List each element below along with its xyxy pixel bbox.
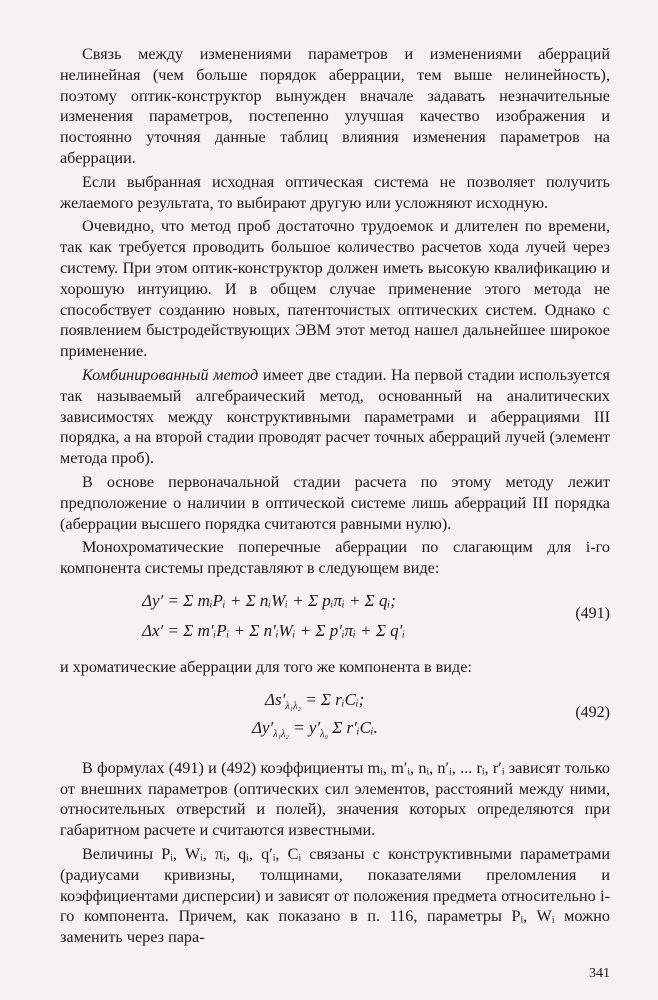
equation-491-line-2: Δx′ = Σ m′ᵢPᵢ + Σ n′ᵢWᵢ + Σ p′ᵢπᵢ + Σ q′ᵢ xyxy=(142,620,406,640)
combined-method-text: имеет две стадии. На первой стадии используется так называемый алгебраический метод, основанный на аналитических зависимостях между конструктивными параметрами и аберрациями III порядка, а на второй стадии проводят расчет точных аберраций лучей (элемент метода проб). xyxy=(60,365,610,468)
equation-491-line-1: Δy′ = Σ mᵢPᵢ + Σ nᵢWᵢ + Σ pᵢπᵢ + Σ qᵢ; xyxy=(142,590,396,610)
equation-492-line-1: $\Delta s'_{\lambda_1\lambda_2} = \Sigma$ rᵢCᵢ; xyxy=(265,689,365,712)
page-number: 341 xyxy=(589,966,610,981)
paragraph-choose-other-system: Если выбранная исходная оптическая система не позволяет получить желаемого результата, то выбирают другую или усложняют исходную. xyxy=(60,172,610,212)
equation-492-number: (492) xyxy=(575,703,610,721)
paragraph-coefficients: В формулах (491) и (492) коэффициенты mᵢ, m′ᵢ, nᵢ, n′ᵢ, ... rᵢ, r′ᵢ зависят только от внешних параметров (оптических сил элементов, расстояний между ними, относительных отверстий и полей), значения которых определяются при габаритном расчете и считаются известными. xyxy=(60,758,610,840)
paragraph-quantities: Величины Pᵢ, Wᵢ, πᵢ, qᵢ, q′ᵢ, Cᵢ связаны с конструктивными параметрами (радиусами кривизны, толщинами, показателями преломления и коэффициентами дисперсии) и зависят от положения предмета относительно i-го компонента. Причем, как показано в п. 116, параметры Pᵢ, Wᵢ можно заменить через пара- xyxy=(60,844,610,947)
paragraph-combined-method xyxy=(60,365,610,469)
equation-492-line-2: $\Delta y'_{\lambda_1\lambda_2} = y'_{\lambda_0}$ Σ r′ᵢCᵢ. xyxy=(252,717,378,740)
paragraph-first-stage: В основе первоначальной стадии расчета по этому методу лежит предположение о наличии в оптической системе лишь аберраций III порядка (аберрации высшего порядка считаются равными нулю). xyxy=(60,472,610,533)
combined-method-term: Комбинированный метод xyxy=(82,365,259,384)
equation-491 xyxy=(60,587,610,651)
page-body xyxy=(60,44,610,948)
paragraph-chromatic-intro: и хроматические аберрации для того же компонента в виде: xyxy=(60,657,472,676)
paragraph-monochromatic: Монохроматические поперечные аберрации по слагающим для i-го компонента системы представляют в следующем виде: xyxy=(60,538,610,578)
equation-491-number: (491) xyxy=(575,604,610,622)
paragraph-aberration-nonlinearity: Связь между изменениями параметров и изменениями аберраций нелинейная (чем больше порядок аберрации, тем выше нелинейность), поэтому оптик-конструктор вынужден вначале задавать незначительные изменения параметров, постепенно улучшая качество изображения и постоянно уточняя данные таблиц влияния изменения параметров на аберрации. xyxy=(60,45,610,167)
paragraph-trial-method: Очевидно, что метод проб достаточно трудоемок и длителен по времени, так как требуется проводить большое количество расчетов хода лучей через систему. При этом оптик-конструктор должен иметь высокую квалификацию и хорошую интуицию. И в общем случае применение этого метода не способствует созданию новых, патенточистых оптических систем. Однако с появлением быстродействующих ЭВМ этот метод нашел дальнейшее широкое применение. xyxy=(60,217,610,361)
equation-492 xyxy=(60,688,610,748)
